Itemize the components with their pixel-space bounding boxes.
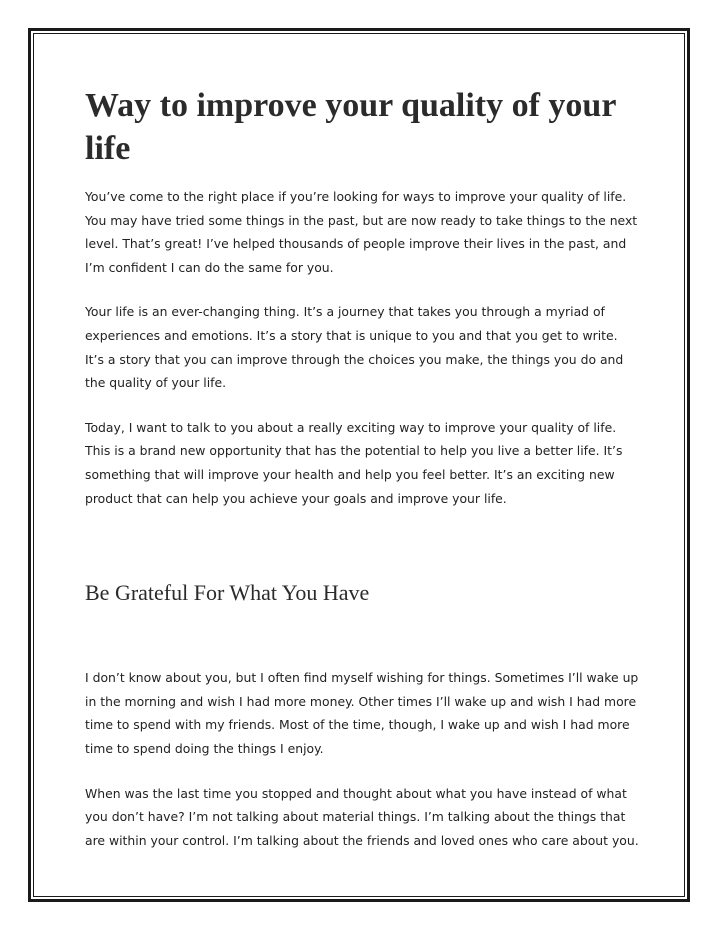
page-title: Way to improve your quality of your life xyxy=(85,87,616,167)
grateful-section xyxy=(85,666,640,852)
intro-paragraph-2: Your life is an ever-changing thing. It’s a journey that takes you through a myriad of experiences and emotions. It’s a story that is unique to you and that you get to write. It’s a story that you can improve through the choices you make, the things you do and the quality of your life. xyxy=(85,304,624,391)
intro-section xyxy=(85,185,640,510)
intro-paragraph-1: You’ve come to the right place if you’re looking for ways to improve your quality of life. You may have tried some things in the past, but are now ready to take things to the next level. That’s great! I’ve helped thousands of people improve their lives in the past, and I’m confident I can do the same for you. xyxy=(85,189,638,275)
document-body xyxy=(85,84,640,852)
section-heading: Be Grateful For What You Have xyxy=(85,580,370,606)
section-paragraph-2: When was the last time you stopped and thought about what you have instead of what you don’t have? I’m not talking about material things. I’m talking about the things that are within your control. I’m talking about the friends and loved ones who care about you. xyxy=(85,785,639,848)
section-paragraph-1: I don’t know about you, but I often find myself wishing for things. Sometimes I’ll wake up in the morning and wish I had more money. Other times I’ll wake up and wish I had more time to spend with my friends. Most of the time, though, I wake up and wish I had more time to spend doing the things I enjoy. xyxy=(85,670,639,756)
intro-paragraph-3: Today, I want to talk to you about a really exciting way to improve your quality of life. This is a brand new opportunity that has the potential to help you live a better life. It’s something that will improve your health and help you feel better. It’s an exciting new product that can help you achieve your goals and improve your life. xyxy=(85,419,623,506)
